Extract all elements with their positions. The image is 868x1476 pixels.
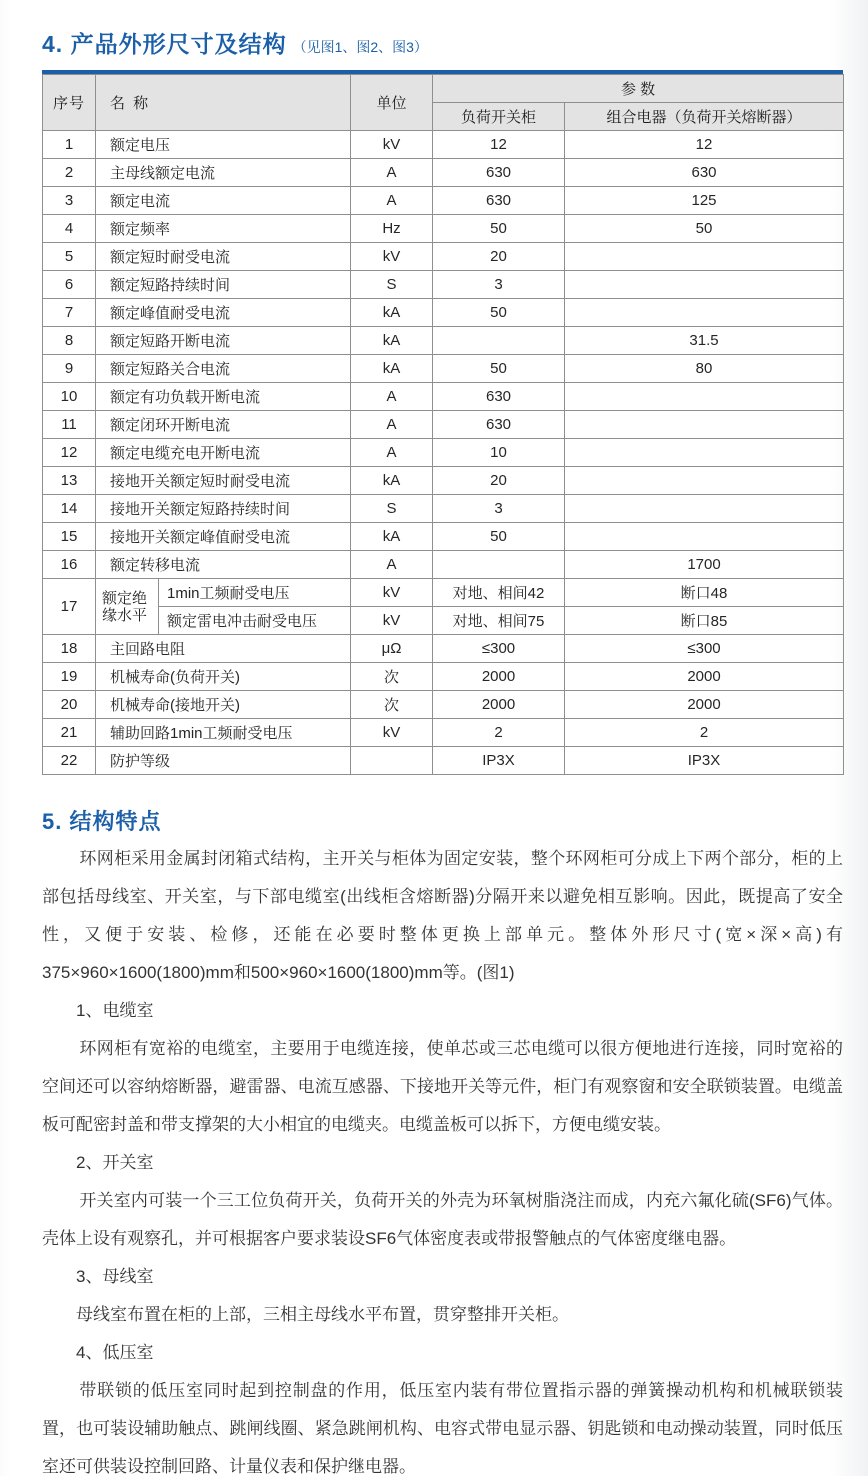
param-name-cell: 额定闭环开断电流 (96, 411, 351, 439)
param-name-cell: 1min工频耐受电压 (159, 579, 351, 607)
value-cell-combined: 125 (565, 187, 844, 215)
table-row (43, 523, 844, 551)
row-no-cell: 7 (43, 299, 96, 327)
unit-cell: 次 (351, 663, 433, 691)
page-content (42, 0, 843, 1476)
value-cell-switchgear: 630 (433, 187, 565, 215)
value-cell-combined: 50 (565, 215, 844, 243)
param-name-cell: 接地开关额定短路持续时间 (96, 495, 351, 523)
unit-cell: kA (351, 299, 433, 327)
param-group-cell: 额定绝缘水平 (96, 579, 159, 635)
table-row (43, 383, 844, 411)
table-row (43, 719, 844, 747)
value-cell-combined: 1700 (565, 551, 844, 579)
value-cell-switchgear: IP3X (433, 747, 565, 775)
value-cell-switchgear: 2 (433, 719, 565, 747)
unit-cell: A (351, 551, 433, 579)
header-unit: 单位 (351, 75, 433, 131)
table-row (43, 355, 844, 383)
row-no-cell: 2 (43, 159, 96, 187)
row-no-cell: 5 (43, 243, 96, 271)
value-cell-combined: 31.5 (565, 327, 844, 355)
unit-cell: A (351, 411, 433, 439)
param-name-cell: 机械寿命(接地开关) (96, 691, 351, 719)
value-cell-switchgear (433, 551, 565, 579)
param-name-cell: 额定峰值耐受电流 (96, 299, 351, 327)
unit-cell: kV (351, 243, 433, 271)
value-cell-switchgear: 对地、相间42 (433, 579, 565, 607)
unit-cell: kA (351, 523, 433, 551)
value-cell-combined: 630 (565, 159, 844, 187)
value-cell-combined: 2 (565, 719, 844, 747)
param-name-cell: 主母线额定电流 (96, 159, 351, 187)
param-name-cell: 辅助回路1min工频耐受电压 (96, 719, 351, 747)
unit-cell: A (351, 439, 433, 467)
unit-cell: kA (351, 355, 433, 383)
section4-title-text: 4. 产品外形尺寸及结构 (42, 31, 287, 57)
section5-title: 5. 结构特点 (42, 809, 162, 834)
value-cell-combined (565, 271, 844, 299)
table-row (43, 271, 844, 299)
row-no-cell: 16 (43, 551, 96, 579)
table-row (43, 663, 844, 691)
value-cell-switchgear: 2000 (433, 663, 565, 691)
row-no-cell: 1 (43, 131, 96, 159)
value-cell-switchgear: 对地、相间75 (433, 607, 565, 635)
value-cell-switchgear: 630 (433, 383, 565, 411)
table-row (43, 495, 844, 523)
table-row (43, 159, 844, 187)
value-cell-combined: 80 (565, 355, 844, 383)
param-name-cell: 机械寿命(负荷开关) (96, 663, 351, 691)
value-cell-combined (565, 299, 844, 327)
section5-intro-paragraph: 环网柜采用金属封闭箱式结构，主开关与柜体为固定安装，整个环网柜可分成上下两个部分，柜的上部包括母线室、开关室，与下部电缆室(出线柜含熔断器)分隔开来以避免相互影响。因此，既提高了安全性，又便于安装、检修，还能在必要时整体更换上部单元。整体外形尺寸(宽×深×高)有375×960×1600(1800)mm和500×960×1600(1800)mm等。(图1) (42, 849, 843, 982)
spec-table-header (43, 75, 844, 131)
param-name-cell: 接地开关额定短时耐受电流 (96, 467, 351, 495)
section5-items (42, 992, 843, 1476)
param-name-cell: 主回路电阻 (96, 635, 351, 663)
row-no-cell: 14 (43, 495, 96, 523)
value-cell-switchgear: 630 (433, 159, 565, 187)
table-row (43, 215, 844, 243)
param-name-cell: 额定电缆充电开断电流 (96, 439, 351, 467)
unit-cell: A (351, 159, 433, 187)
table-row (43, 579, 844, 607)
value-cell-switchgear: 20 (433, 467, 565, 495)
subsection-heading: 3、母线室 (76, 1267, 154, 1286)
param-name-cell: 防护等级 (96, 747, 351, 775)
param-name-cell: 接地开关额定峰值耐受电流 (96, 523, 351, 551)
value-cell-switchgear: 10 (433, 439, 565, 467)
value-cell-combined (565, 243, 844, 271)
subsection-paragraph: 母线室布置在柜的上部，三相主母线水平布置，贯穿整排开关柜。 (76, 1305, 569, 1324)
table-row (43, 439, 844, 467)
param-name-cell: 额定短路关合电流 (96, 355, 351, 383)
subsection-heading: 1、电缆室 (76, 1001, 154, 1020)
value-cell-combined (565, 523, 844, 551)
row-no-cell: 4 (43, 215, 96, 243)
unit-cell (351, 747, 433, 775)
subsection-paragraph: 环网柜有宽裕的电缆室，主要用于电缆连接，使单芯或三芯电缆可以很方便地进行连接，同时宽裕的空间还可以容纳熔断器，避雷器、电流互感器、下接地开关等元件，柜门有观察窗和安全联锁装置。电缆盖板可配密封盖和带支撑架的大小相宜的电缆夹。电缆盖板可以拆下，方便电缆安装。 (42, 1039, 843, 1134)
unit-cell: 次 (351, 691, 433, 719)
unit-cell: A (351, 383, 433, 411)
table-row (43, 747, 844, 775)
row-no-cell: 8 (43, 327, 96, 355)
unit-cell: S (351, 271, 433, 299)
row-no-cell: 22 (43, 747, 96, 775)
value-cell-combined: 2000 (565, 691, 844, 719)
row-no-cell: 19 (43, 663, 96, 691)
param-name-cell: 额定雷电冲击耐受电压 (159, 607, 351, 635)
header-col-combined: 组合电器（负荷开关熔断器） (565, 103, 844, 131)
value-cell-combined: IP3X (565, 747, 844, 775)
value-cell-switchgear: 50 (433, 299, 565, 327)
unit-cell: kV (351, 131, 433, 159)
subsection-paragraph: 带联锁的低压室同时起到控制盘的作用，低压室内装有带位置指示器的弹簧操动机构和机械联锁装置，也可装设辅助触点、跳闸线圈、紧急跳闸机构、电容式带电显示器、钥匙锁和电动操动装置，同时低压室还可供装设控制回路、计量仪表和保护继电器。 (42, 1381, 843, 1476)
param-name-cell: 额定转移电流 (96, 551, 351, 579)
unit-cell: μΩ (351, 635, 433, 663)
row-no-cell: 20 (43, 691, 96, 719)
section4-title-suffix: （见图1、图2、图3） (292, 39, 428, 55)
value-cell-switchgear: 12 (433, 131, 565, 159)
unit-cell: kV (351, 607, 433, 635)
row-no-cell: 11 (43, 411, 96, 439)
table-row (43, 635, 844, 663)
value-cell-switchgear: 20 (433, 243, 565, 271)
value-cell-combined (565, 383, 844, 411)
row-no-cell: 15 (43, 523, 96, 551)
param-name-cell: 额定电压 (96, 131, 351, 159)
subsection-heading: 2、开关室 (76, 1153, 154, 1172)
value-cell-combined (565, 467, 844, 495)
value-cell-switchgear: 2000 (433, 691, 565, 719)
row-no-cell: 3 (43, 187, 96, 215)
unit-cell: kV (351, 719, 433, 747)
header-seq: 序号 (43, 75, 96, 131)
value-cell-switchgear: 50 (433, 355, 565, 383)
table-row (43, 243, 844, 271)
unit-cell: kV (351, 579, 433, 607)
param-name-cell: 额定短路持续时间 (96, 271, 351, 299)
value-cell-switchgear: 3 (433, 495, 565, 523)
value-cell-combined (565, 411, 844, 439)
row-no-cell: 21 (43, 719, 96, 747)
unit-cell: A (351, 187, 433, 215)
row-no-cell: 9 (43, 355, 96, 383)
value-cell-combined: 2000 (565, 663, 844, 691)
value-cell-switchgear: 630 (433, 411, 565, 439)
value-cell-combined: 12 (565, 131, 844, 159)
value-cell-switchgear: ≤300 (433, 635, 565, 663)
param-name-cell: 额定频率 (96, 215, 351, 243)
row-no-cell: 18 (43, 635, 96, 663)
param-name-cell: 额定有功负载开断电流 (96, 383, 351, 411)
value-cell-combined (565, 439, 844, 467)
spec-table-body (43, 131, 844, 775)
header-col-switchgear: 负荷开关柜 (433, 103, 565, 131)
row-no-cell: 6 (43, 271, 96, 299)
subsection-paragraph: 开关室内可装一个三工位负荷开关，负荷开关的外壳为环氧树脂浇注而成，内充六氟化硫(SF6)气体。壳体上设有观察孔，并可根据客户要求装设SF6气体密度表或带报警触点的气体密度继电器。 (42, 1191, 843, 1248)
value-cell-combined: 断口48 (565, 579, 844, 607)
param-name-cell: 额定短路开断电流 (96, 327, 351, 355)
subsection-heading: 4、低压室 (76, 1343, 154, 1362)
table-row (43, 551, 844, 579)
table-row (43, 467, 844, 495)
section4-title (42, 26, 843, 59)
unit-cell: kA (351, 467, 433, 495)
unit-cell: Hz (351, 215, 433, 243)
value-cell-combined: ≤300 (565, 635, 844, 663)
row-no-cell: 17 (43, 579, 96, 635)
row-no-cell: 13 (43, 467, 96, 495)
value-cell-switchgear: 3 (433, 271, 565, 299)
spec-table (42, 74, 844, 775)
param-name-cell: 额定短时耐受电流 (96, 243, 351, 271)
unit-cell: kA (351, 327, 433, 355)
table-row (43, 299, 844, 327)
header-params: 参 数 (433, 75, 844, 103)
row-no-cell: 10 (43, 383, 96, 411)
value-cell-switchgear: 50 (433, 215, 565, 243)
table-row (43, 131, 844, 159)
table-row (43, 187, 844, 215)
value-cell-combined: 断口85 (565, 607, 844, 635)
value-cell-switchgear: 50 (433, 523, 565, 551)
header-name: 名 称 (96, 75, 351, 131)
param-name-cell: 额定电流 (96, 187, 351, 215)
value-cell-switchgear (433, 327, 565, 355)
unit-cell: S (351, 495, 433, 523)
table-row (43, 607, 844, 635)
value-cell-combined (565, 495, 844, 523)
row-no-cell: 12 (43, 439, 96, 467)
table-row (43, 691, 844, 719)
table-row (43, 327, 844, 355)
table-row (43, 411, 844, 439)
